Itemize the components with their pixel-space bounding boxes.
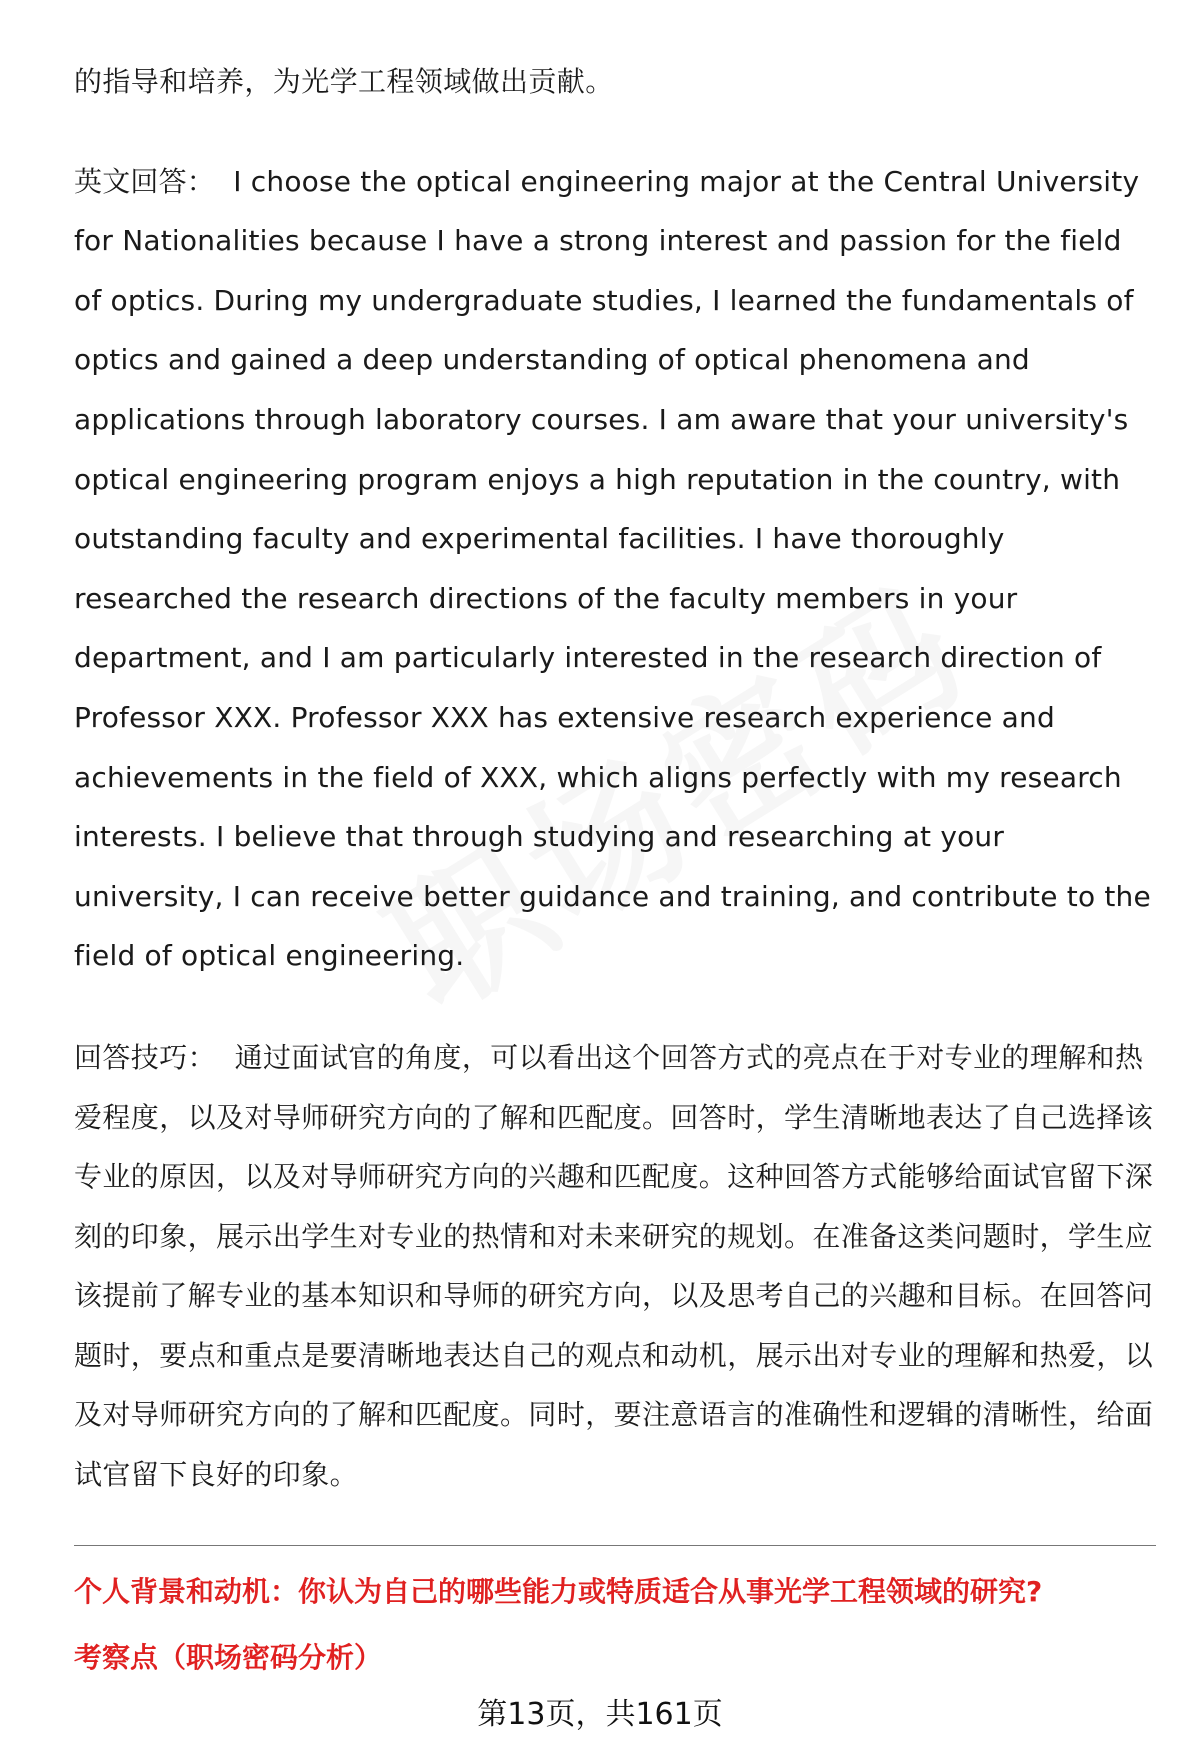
section-divider <box>74 1545 1156 1546</box>
answer-tips-label: 回答技巧： <box>74 1040 217 1074</box>
document-content <box>74 52 1156 1678</box>
next-section-heading: 考察点（职场密码分析） <box>74 1640 383 1674</box>
next-question-heading: 个人背景和动机：你认为自己的哪些能力或特质适合从事光学工程领域的研究? <box>74 1574 1043 1608</box>
english-answer-paragraph <box>74 152 1156 986</box>
english-answer-text: I choose the optical engineering major at the Central University for Nationalities because I have a strong interest and passion for the field of optics. During my undergraduate studies, I learned the fundamentals of optics and gained a deep understanding of optical phenomena and applications through laboratory courses. I am aware that your university's optical engineering program enjoys a high reputation in the country, with outstanding faculty and experimental facilities. I have thoroughly researched the research directions of the faculty members in your department, and I am particularly interested in the research direction of Professor XXX. Professor XXX has extensive research experience and achievements in the field of XXX, which aligns perfectly with my research interests. I believe that through studying and researching at your university, I can receive better guidance and training, and contribute to the field of optical engineering. <box>74 164 1151 973</box>
english-answer-label: 英文回答： <box>74 164 216 198</box>
intro-continuation: 的指导和培养，为光学工程领域做出贡献。 <box>74 65 614 98</box>
page-number-footer: 第13页，共161页 <box>477 1697 723 1732</box>
answer-tips-paragraph <box>74 1028 1156 1505</box>
answer-tips-text: 通过面试官的角度，可以看出这个回答方式的亮点在于对专业的理解和热爱程度，以及对导师研究方向的了解和匹配度。回答时，学生清晰地表达了自己选择该专业的原因，以及对导师研究方向的兴趣和匹配度。这种回答方式能够给面试官留下深刻的印象，展示出学生对专业的热情和对未来研究的规划。在准备这类问题时，学生应该提前了解专业的基本知识和导师的研究方向，以及思考自己的兴趣和目标。在回答问题时，要点和重点是要清晰地表达自己的观点和动机，展示出对专业的理解和热爱，以及对导师研究方向的了解和匹配度。同时，要注意语言的准确性和逻辑的清晰性，给面试官留下良好的印象。 <box>74 1040 1154 1492</box>
